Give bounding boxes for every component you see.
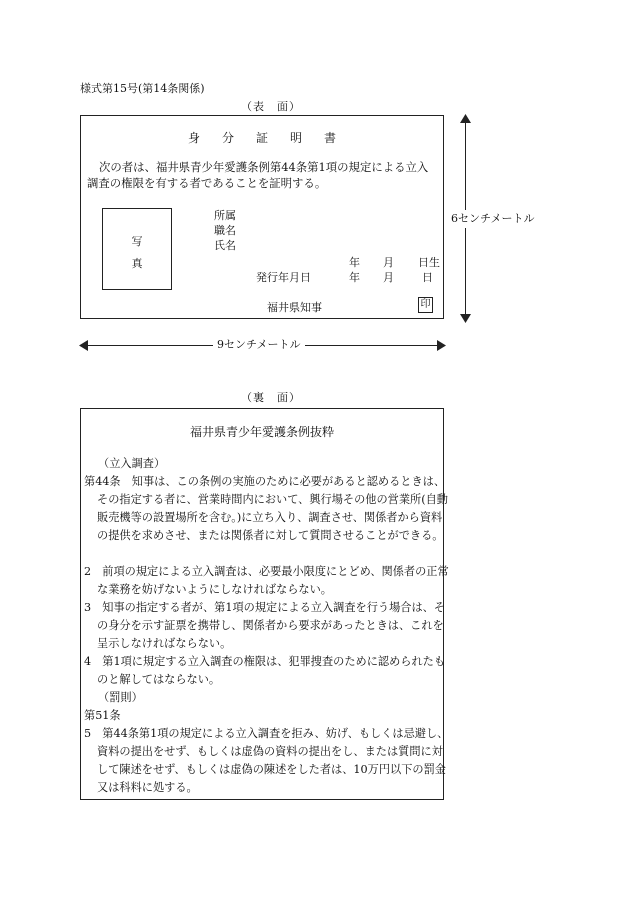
- back-side-label: （裏 面）: [241, 391, 301, 404]
- issuer-label: 福井県知事: [267, 301, 322, 314]
- article-44-paragraph-4: 4 第1項に規定する立入調査の権限は、犯罪捜査のために認められたものと解してはならない。: [84, 655, 446, 686]
- heading-penalty: （罰則）: [98, 691, 143, 704]
- seal-mark: 印: [418, 297, 433, 313]
- article-51-paragraph-5: 5 第44条第1項の規定による立入調査を拒み、妨げ、もしくは忌避し、資料の提出をせず、もしくは虚偽の資料の提出をし、または質問に対して陳述をせず、もしくは虚偽の陳述をした者は、10万円以下の罰金又は科料に処する。: [84, 727, 449, 794]
- arrow-right-icon: [437, 340, 446, 351]
- id-card-front: [80, 115, 444, 319]
- id-card-back: [80, 408, 449, 800]
- arrow-left-icon: [79, 340, 88, 351]
- field-name: 氏名: [214, 239, 236, 252]
- height-dimension-label: 6センチメートル: [451, 210, 535, 228]
- field-job-title: 職名: [214, 224, 236, 237]
- issue-date-label: 発行年月日: [256, 271, 311, 284]
- article-44: 第44条 知事は、この条例の実施のために必要があると認めるときは、その指定する者に、営業時間内において、興行場その他の営業所(自動販売機等の設置場所を含む。)に立ち入り、調査させ、関係者から資料の提供を求めさせ、または関係者に対して質問させることができる。: [84, 475, 448, 542]
- birth-year-label: 年: [349, 256, 360, 269]
- width-dimension-label: 9センチメートル: [213, 338, 305, 352]
- birth-month-label: 月: [383, 256, 394, 269]
- form-number-label: 様式第15号(第14条関係): [80, 82, 205, 95]
- arrow-up-icon: [460, 114, 471, 123]
- issue-month-label: 月: [383, 271, 394, 284]
- arrow-down-icon: [460, 314, 471, 323]
- article-44-paragraph-2: 2 前項の規定による立入調査は、必要最小限度にとどめ、関係者の正常な業務を妨げないようにしなければならない。: [84, 565, 449, 596]
- issue-day-label: 日: [422, 271, 433, 284]
- photo-label-1: 写: [131, 235, 143, 248]
- front-side-label: （表 面）: [241, 100, 301, 113]
- card-title: 身分証明書: [187, 131, 358, 145]
- field-affiliation: 所属: [214, 209, 236, 222]
- photo-placeholder: [102, 208, 172, 290]
- card-statement: 次の者は、福井県青少年愛護条例第44条第1項の規定による立入調査の権限を有する者であることを証明する。: [87, 160, 429, 190]
- photo-label-2: 真: [131, 257, 143, 270]
- birth-day-label: 日生: [418, 256, 440, 269]
- back-title: 福井県青少年愛護条例抜粋: [189, 425, 334, 439]
- article-44-paragraph-3: 3 知事の指定する者が、第1項の規定による立入調査を行う場合は、その身分を示す証票を携帯し、関係者から要求があったときは、これを呈示しなければならない。: [84, 601, 446, 650]
- article-51: 第51条: [84, 709, 121, 722]
- heading-inspection: （立入調査）: [98, 457, 166, 470]
- issue-year-label: 年: [349, 271, 360, 284]
